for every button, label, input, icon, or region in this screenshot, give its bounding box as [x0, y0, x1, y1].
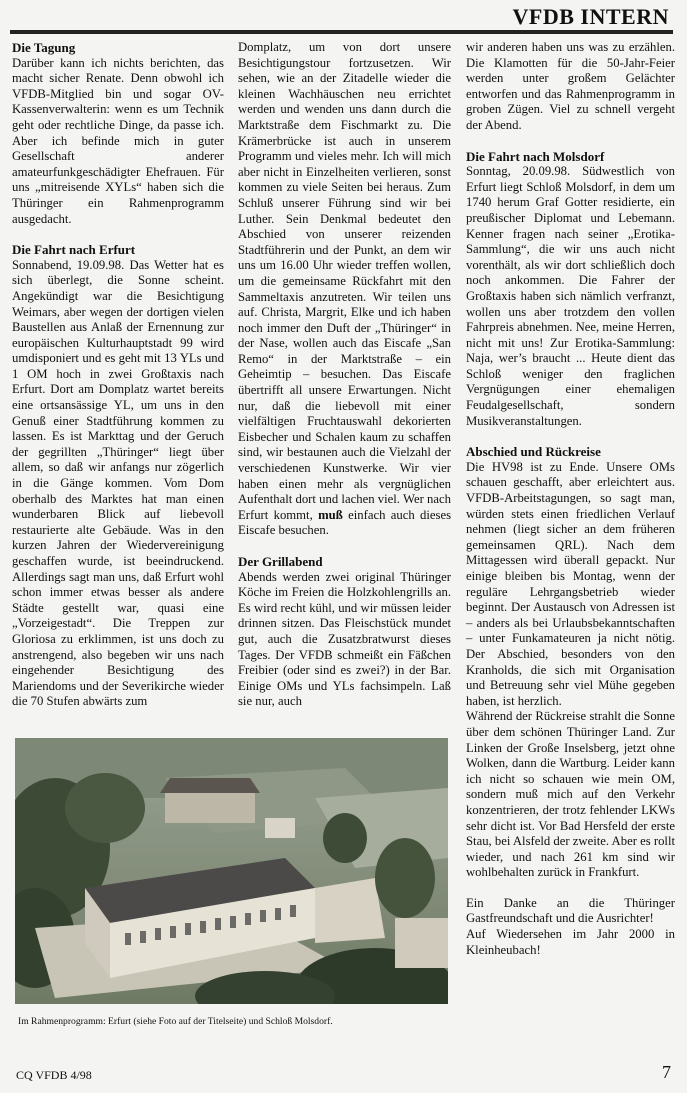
paragraph-erfurt-cont — [238, 40, 451, 539]
page-number: 7 — [662, 1062, 671, 1082]
text-part: Domplatz, um von dort unsere Besichtigungstour fortzusetzen. Wir sehen, wie an der Zitadelle wieder die kleinen Wachhäuschen neu errichtet werden und wenden uns dann durch die Marktstraße dem Fischmarkt zu. Die Krämerbrücke ist auch in unserem Programm und vieles mehr. Ich will mich aber nicht in Einzelheiten verlieren, sonst kommen zu viele Seiten bei heraus. Zum Schluß unserer Führung sind wir bei Luther. Sein Denkmal bedeutet den Abschied von unserer reizenden Stadtführerin und der Punkt, an dem wir uns um 16.00 Uhr wieder treffen wollen, um die gemeinsame Rückfahrt mit den Sammeltaxis anzutreten. Wir teilen uns auf. Christa, Margrit, Elke und ich haben noch immer den Duft der „Thüringer“ in der Nase, wollen auch das Eiscafe „San Remo“ in der Marktstraße – ein Geheimtip – besuchen. Das Eiscafe übertrifft all unsere Erwartungen. Nicht nur, daß die liebevoll mit einer vielfältigen Fruchtauswahl dekorierten Eisbecher und Schalen kaum zu schaffen sind, wir bestaunen auch die Vielzahl der verschiedenen Kunstwerke. Wir vier haben einen mehr als vergnüglichen Aufenthalt dort und lachen viel. Wer nach Erfurt kommt, — [238, 40, 451, 522]
publication-footer: CQ VFDB 4/98 — [16, 1068, 92, 1082]
heading-fahrt-erfurt: Die Fahrt nach Erfurt — [12, 242, 136, 258]
text-part: einfach auch dieses Eiscafe besuchen. — [238, 507, 452, 538]
column-3 — [466, 40, 675, 958]
header-rule — [10, 30, 673, 34]
heading-die-tagung: Die Tagung — [12, 40, 76, 55]
paragraph-rueckreise: Während der Rückreise strahlt die Sonne über dem schönen Thüringer Land. Zur Linken der Große Inselsberg, jetzt ohne Wolken, dann die Wartburg. Leider kann ich nicht so schauen wie mein OM, sondern muß mich auf den Verkehr konzentrieren, der trotz fehlender LKWs sehr dicht ist. Vor Bad Hersfeld der erste Stau, bei Alsfeld der zweite. Aber es rollt wieder, und nach 261 km sind wir wohlbehalten zurück in Frankfurt. — [466, 709, 675, 880]
paragraph-erfurt: Sonnabend, 19.09.98. Das Wetter hat es sich überlegt, die Sonne scheint. Angekündigt war die Besichtigung Weimars, aber wegen der dortigen vielen Baustellen aus Anlaß der Ernennung zur europäischen Kulturhauptstadt 99 wird umdisponiert und es geht mit 13 YLs und 1 OM hoch in zwei Großtaxis nach Erfurt. Dort am Domplatz wartet bereits eine ortsansässige YL, um uns in den Genuß einer Stadtführung kommen zu lassen. Es ist Markttag und der Geruch der gegrillten „Thüringer“ liegt über allem, so daß wir anfangs nur zögerlich in die Gänge kommen. Vom Dom oberhalb des Marktes hat man einen wunderbaren Blick auf liebevoll restaurierte alte Gebäude. Was in den kurzen Jahren der Wiedervereinigung geschaffen wurde, ist beeindruckend. Allerdings sagt man uns, daß Erfurt wohl schon immer etwas besser als andere Städte gestellt war, quasi eine „Vorzeigestadt“. Die Treppen zur Gloriosa zu erklimmen, ist uns doch zu anstrengend, also begeben wir uns nach eingehender Besichtigung des Mariendoms und der Severikirche wieder die 70 Stufen abwärts zum — [12, 257, 224, 709]
photo-schloss-molsdorf — [15, 738, 448, 1004]
section-title: VFDB INTERN — [512, 4, 669, 29]
heading-fahrt-molsdorf: Die Fahrt nach Molsdorf — [466, 148, 605, 164]
paragraph-tagung: Darüber kann ich nichts berichten, das macht sicher Renate. Denn obwohl ich VFDB-Mitglied bin und sogar OV-Kassenverwalterin: wenn es um Technik geht oder rechtliche Dinge, da passe ich. Aber ich befinde mich in guter Gesellschaft anderer amateurfunkgeschädigter Ehefrauen. Für uns „mitreisende XYLs“ haben sich die Thüringer ein Rahmenprogramm ausgedacht. — [12, 55, 224, 226]
heading-grillabend: Der Grillabend — [238, 554, 323, 569]
paragraph-grillabend: Abends werden zwei original Thüringer Köche im Freien die Holzkohlengrills an. Es wird recht kühl, und wir müssen leider drinnen sitzen. Das Fleischstück mundet gut, auch die Zusatzbratwurst dieses Tages. Der VFDB schmeißt ein Fäßchen Freibier (oder sind es zwei?) in der Bar. Einige OMs und YLs fachsimpeln. Laß sie nur, auch — [238, 569, 451, 709]
paragraph-danke: Ein Danke an die Thüringer Gastfreundschaft und die Ausrichter! — [466, 895, 675, 926]
column-2 — [238, 40, 451, 710]
paragraph-molsdorf: Sonntag, 20.09.98. Südwestlich von Erfurt liegt Schloß Molsdorf, in dem um 1740 herum Graf Gotter residierte, ein preußischer Diplomat und Lebemann. Kenner fragen nach seiner „Erotika-Sammlung“, die wir uns auch nicht vorenthält, als wir dort schließlich doch noch ankommen. Die Fahrer der Großtaxis haben sich nämlich verfranzt, wollen uns aber trotzdem den vollen Fahrpreis abnehmen. Nee, meine Herren, nicht mit uns! Zur Erotika-Sammlung: Naja, wer’s braucht ... Heute dient das Schloß weniger den fraglichen Vergnügungen einer ehemaligen Feudalgesellschaft, sondern Musikveranstaltungen. — [466, 164, 675, 428]
paragraph-abschied: Die HV98 ist zu Ende. Unsere OMs schauen geschafft, aber erleichtert aus. VFDB-Arbeitstagungen, so sagt man, würden stets einen friedlichen Verlauf nehmen (liegt sicher an dem früheren gemeinsamen QRL). Nach dem Mittagessen wird überall gepackt. Nur einige bleiben bis Montag, wenn der reguläre Lehrgangsbetrieb wieder beginnt. Der Austausch von Adressen ist – anders als bei Urlaubsbekanntschaften – unter Funkamateuren ja nicht nötig. Der Abschied, besonders von den Kranholds, die sich mit Organisation und Betreuung sehr viel Mühe gegeben haben, ist herzlich. — [466, 459, 675, 708]
heading-abschied: Abschied und Rückreise — [466, 444, 601, 460]
emphasis-muss: muß — [318, 507, 343, 522]
aerial-photo-illustration — [15, 738, 448, 1004]
column-1 — [12, 40, 224, 710]
photo-caption: Im Rahmenprogramm: Erfurt (siehe Foto auf der Titelseite) und Schloß Molsdorf. — [18, 1016, 333, 1027]
paragraph-wiedersehen: Auf Wiedersehen im Jahr 2000 in Kleinheubach! — [466, 927, 675, 957]
paragraph-grillabend-cont: wir anderen haben uns was zu erzählen. Die Klamotten für die 50-Jahr-Feier werden unter großem Gelächter entworfen und das Rahmenprogramm in groben Zügen. Viel zu schnell vergeht der Abend. — [466, 40, 675, 132]
